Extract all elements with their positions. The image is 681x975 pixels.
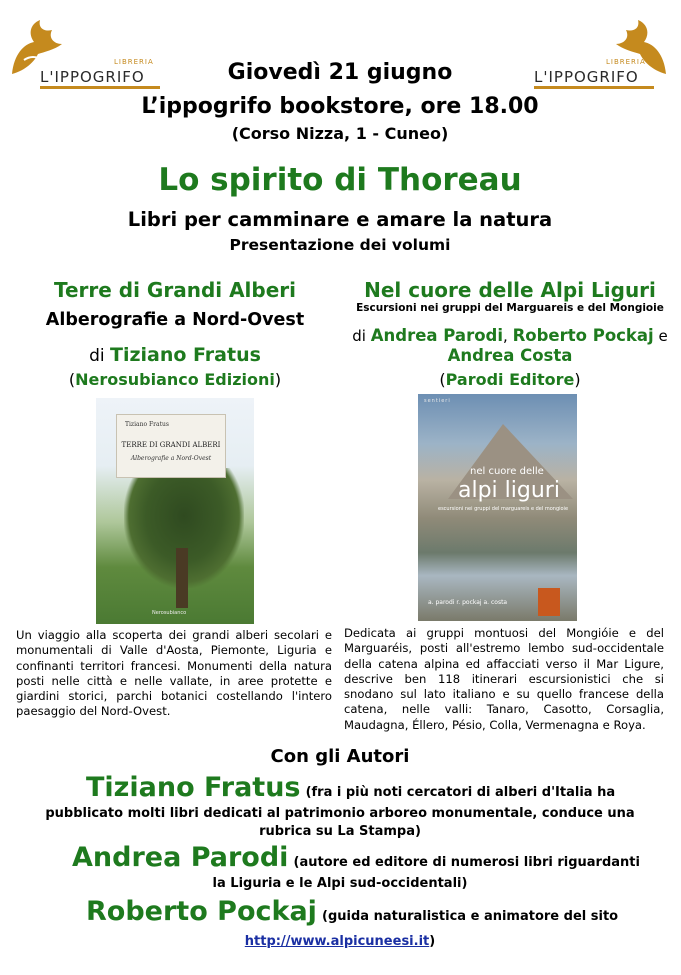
logo-underline bbox=[534, 86, 654, 89]
logo-brand: L'IPPOGRIFO bbox=[534, 68, 639, 86]
cover-label bbox=[116, 414, 226, 478]
author1-note3: rubrica su La Stampa) bbox=[259, 824, 421, 839]
book2-author2: Roberto Pockaj bbox=[512, 326, 654, 345]
book2-title: Nel cuore delle Alpi Liguri bbox=[364, 278, 656, 302]
book2-and: e bbox=[658, 327, 668, 345]
book1-description: Un viaggio alla scoperta dei grandi alberi secolari e monumentali di Valle d'Aosta, Piemonte, Liguria e confinanti territori francesi. Monumenti della natura posti nelle città e nelle vallate, in aree protette e giardini storici, parchi botanici costellando l'intero paesaggio del Nord-Ovest. bbox=[16, 628, 332, 719]
cover1-subtitle: Alberografie a Nord-Ovest bbox=[130, 455, 212, 462]
book1-publisher-line: (Nerosubianco Edizioni) bbox=[68, 370, 282, 389]
author1-note2: pubblicato molti libri dedicati al patrimonio arboreo monumentale, conduce una bbox=[45, 806, 635, 821]
cover2-publisher-tag bbox=[538, 588, 560, 616]
book2-cover bbox=[418, 394, 577, 621]
author1-line1 bbox=[86, 772, 666, 803]
book1-title: Terre di Grandi Alberi bbox=[53, 278, 297, 302]
author2-note1: (autore ed editore di numerosi libri riguardanti bbox=[293, 855, 640, 870]
author2-note2: la Liguria e le Alpi sud-occidentali) bbox=[212, 876, 468, 891]
logo-libreria: LIBRERIA bbox=[114, 58, 154, 66]
event-presentation: Presentazione dei volumi bbox=[229, 236, 451, 254]
cover2-authors: a. parodi r. pockaj a. costa bbox=[428, 599, 508, 606]
author3-name: Roberto Pockaj bbox=[86, 896, 317, 927]
logo-left bbox=[4, 14, 169, 92]
book1-byline bbox=[0, 344, 350, 366]
book2-description: Dedicata ai gruppi montuosi del Mongióie e del Marguaréis, posti all'estremo lembo sud-occidentale della catena alpina ed affacciati verso il Mar Ligure, descrive ben 118 itinerari escursionistici che si snodano sul lato italiano e su quello francese della catena, nelle valli: Tanaro, Casotto, Corsaglia, Maudagna, Éllero, Pésio, Colla, Vermenagna e Roya. bbox=[344, 626, 664, 732]
book1-author: Tiziano Fratus bbox=[109, 344, 261, 366]
cover2-series: sentieri bbox=[424, 398, 451, 404]
book1-subtitle: Alberografie a Nord-Ovest bbox=[45, 310, 305, 330]
book2-author3: Andrea Costa bbox=[447, 346, 573, 365]
book2-author3-line bbox=[340, 346, 680, 365]
cover-trunk bbox=[176, 548, 188, 608]
author1-note1: (fra i più noti cercatori di alberi d'Italia ha bbox=[305, 785, 616, 800]
book1-publisher: Nerosubianco Edizioni bbox=[75, 370, 275, 389]
book2-publisher-line: (Parodi Editore) bbox=[439, 370, 581, 389]
logo-underline bbox=[40, 86, 160, 89]
book1-by: di bbox=[89, 346, 105, 366]
author2-line1 bbox=[72, 842, 672, 873]
book2-author1: Andrea Parodi bbox=[370, 326, 504, 345]
logo-right bbox=[512, 14, 677, 92]
book1-cover bbox=[96, 398, 254, 624]
cover1-publisher: Nerosubianco bbox=[152, 610, 187, 616]
author2-name: Andrea Parodi bbox=[72, 842, 289, 873]
authors-heading: Con gli Autori bbox=[270, 746, 410, 767]
logo-brand: L'IPPOGRIFO bbox=[40, 68, 145, 86]
event-title: Lo spirito di Thoreau bbox=[158, 162, 522, 198]
author3-link-line bbox=[20, 930, 660, 949]
cover1-title: TERRE DI GRANDI ALBERI bbox=[121, 441, 221, 449]
book2-subtitle: Escursioni nei gruppi del Marguareis e del Mongioie bbox=[356, 302, 664, 314]
author3-close: ) bbox=[429, 934, 436, 949]
cover2-line2: alpi liguri bbox=[458, 478, 560, 503]
event-date: Giovedì 21 giugno bbox=[227, 60, 453, 85]
cover2-line3: escursioni nei gruppi del marguareis e del mongioie bbox=[438, 506, 569, 512]
cover1-author: Tiziano Fratus bbox=[125, 421, 169, 428]
author3-line1 bbox=[86, 896, 666, 927]
book2-by: di bbox=[352, 327, 366, 345]
event-address: (Corso Nizza, 1 - Cuneo) bbox=[231, 124, 449, 143]
author1-name: Tiziano Fratus bbox=[86, 772, 301, 803]
book2-publisher: Parodi Editore bbox=[445, 370, 575, 389]
author3-note1: (guida naturalistica e animatore del sito bbox=[322, 909, 619, 924]
website-link[interactable]: http://www.alpicuneesi.it bbox=[244, 934, 430, 949]
event-place-time: L’ippogrifo bookstore, ore 18.00 bbox=[141, 94, 539, 119]
logo-libreria: LIBRERIA bbox=[606, 58, 646, 66]
book2-byline bbox=[340, 326, 680, 345]
book2-sep: , bbox=[503, 327, 508, 345]
cover2-line1: nel cuore delle bbox=[470, 466, 544, 477]
event-subtitle: Libri per camminare e amare la natura bbox=[127, 208, 553, 231]
